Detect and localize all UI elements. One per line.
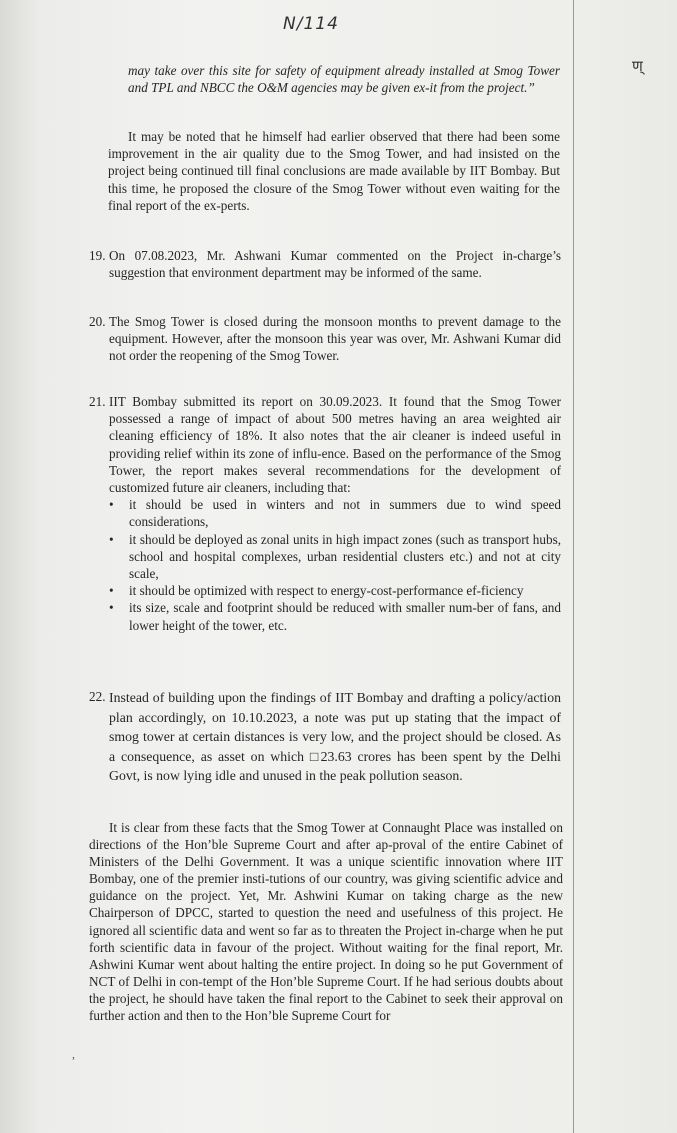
numbered-item-22 xyxy=(89,688,561,786)
handwritten-page-number: N/114 xyxy=(283,14,339,34)
margin-rule xyxy=(573,0,574,1133)
recommendation-text: it should be used in winters and not in summers due to wind speed considerations, xyxy=(129,497,561,530)
bullet-icon: • xyxy=(109,497,114,513)
item-text: On 07.08.2023, Mr. Ashwani Kumar commented on the Project in-charge’s suggestion that environment department may be informed of the same. xyxy=(109,248,561,281)
recommendation-item xyxy=(109,599,561,633)
conclusion-paragraph: It is clear from these facts that the Smog Tower at Connaught Place was installed on directions of the Hon’ble Supreme Court and after ap-proval of the entire Cabinet of Ministers of the Delhi Government. It was a unique scientific innovation where IIT Bombay, one of the premier insti-tutions of our country, was giving scientific advice and guidance on the project. Yet, Mr. Ashwini Kumar on taking charge as the new Chairperson of DPCC, started to question the need and usefulness of this project. He ignored all scientific data and went so far as to threaten the Project in-charge when he put forth scientific data in favour of the project. Without waiting for the final report, Mr. Ashwini Kumar went about halting the entire project. In doing so he put Government of NCT of Delhi in con-tempt of the Hon’ble Supreme Court. If he had serious doubts about the project, he should have taken the final report to the Cabinet to seek their approval on further action and then to the Hon’ble Supreme Court for xyxy=(89,820,563,1024)
numbered-item-20 xyxy=(89,313,561,365)
item-number: 22. xyxy=(89,689,106,704)
bullet-icon: • xyxy=(109,583,114,599)
item-number: 19. xyxy=(89,248,106,263)
recommendation-text: it should be optimized with respect to energy-cost-performance ef-ficiency xyxy=(129,583,524,599)
numbered-item-21 xyxy=(89,393,561,634)
bullet-icon: • xyxy=(109,531,114,547)
observation-paragraph: It may be noted that he himself had earlier observed that there had been some improvement in the air quality due to the Smog Tower, and had insisted on the project being continued till final conclusions are made available by IIT Bombay. But this time, he proposed the closure of the Smog Tower without even waiting for the final report of the ex-perts. xyxy=(108,129,560,213)
item-number: 21. xyxy=(89,394,106,409)
handwritten-margin-note: ण् xyxy=(632,57,643,75)
numbered-item-19 xyxy=(89,247,561,281)
quote-continuation: may take over this site for safety of equipment already installed at Smog Tower and TPL and NBCC the O&M agencies may be given ex-it from the project.” xyxy=(128,63,560,96)
recommendation-text: it should be deployed as zonal units in high impact zones (such as transport hubs, school and hospital complexes, urban residential clusters etc.) and not at city scale, xyxy=(129,531,561,582)
item-number: 20. xyxy=(89,314,106,329)
recommendation-item xyxy=(109,531,561,583)
recommendation-list xyxy=(109,496,561,634)
recommendation-item xyxy=(109,582,561,599)
item-text: Instead of building upon the findings of IIT Bombay and drafting a policy/action plan accordingly, on 10.10.2023, a note was put up stating that the impact of smog tower at certain distances is very low, and the project should be closed. As a consequence, as asset on which □23.63 crores has been spent by the Delhi Govt, is now lying idle and unused in the peak pollution season. xyxy=(109,690,561,784)
recommendation-item xyxy=(109,496,561,530)
stray-mark: , xyxy=(72,1047,75,1061)
bullet-icon: • xyxy=(109,600,114,616)
item-text: The Smog Tower is closed during the monsoon months to prevent damage to the equipment. However, after the monsoon this year was over, Mr. Ashwani Kumar did not order the reopening of the Smog Tower. xyxy=(109,314,561,364)
item-text: IIT Bombay submitted its report on 30.09.2023. It found that the Smog Tower possessed a range of impact of about 500 metres having an area weighted air cleaning efficiency of 18%. It also notes that the air cleaner is indeed useful in providing relief within its zone of influ-ence. Based on the performance of the Smog Tower, the report makes several recommendations for the development of customized future air cleaners, including that: xyxy=(109,394,561,496)
recommendation-text: its size, scale and footprint should be reduced with smaller num-ber of fans, and lower height of the tower, etc. xyxy=(129,600,561,633)
